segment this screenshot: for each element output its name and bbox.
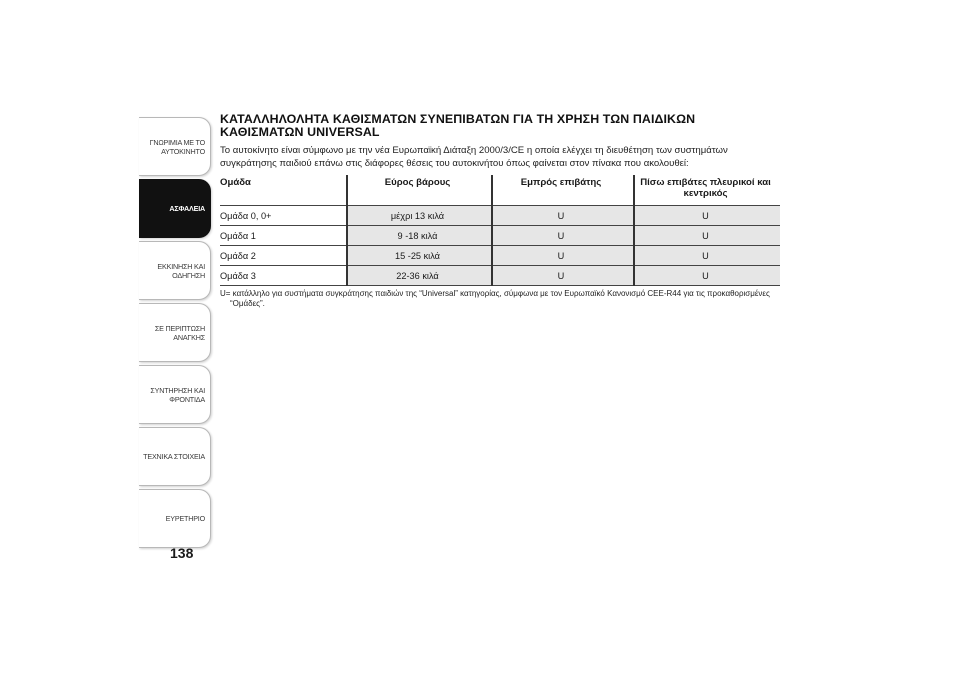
tab-label: ΓΝΩΡΙΜΙΑ ΜΕ ΤΟ ΑΥΤΟΚΙΝΗΤΟ	[149, 137, 205, 156]
tab-maintenance[interactable]	[139, 365, 211, 424]
tab-label: ΕΚΚΙΝΗΣΗ ΚΑΙ ΟΔΗΓΗΣΗ	[157, 261, 205, 280]
cell-weight: 22-36 κιλά	[347, 266, 492, 286]
tab-label: ΣΕ ΠΕΡΙΠΤΩΣΗ ΑΝΑΓΚΗΣ	[154, 323, 205, 342]
cell-rear: U	[634, 246, 780, 266]
footnote-line: U= κατάλληλο για συστήματα συγκράτησης παιδιών της “Universal” κατηγορίας, σύμφωνα με τον Ευρωπαϊκό Κανονισμό CEE-R44 για τις προκαθορισμένες	[220, 289, 770, 298]
cell-front: U	[492, 266, 634, 286]
intro-paragraph: Το αυτοκίνητο είναι σύμφωνο με την νέα Ευρωπαϊκή Διάταξη 2000/3/CE η οποία ελέγχει τη διευθέτηση των συστημάτων συγκράτησης παιδιού επάνω στις διάφορες θέσεις του αυτοκινήτου όπως φαίνεται στον πίνακα που ακολουθεί:	[220, 145, 728, 169]
table-row	[220, 266, 780, 286]
chapter-tabs	[139, 117, 211, 551]
tab-technical-data[interactable]	[139, 427, 211, 486]
cell-rear: U	[634, 266, 780, 286]
cell-rear: U	[634, 226, 780, 246]
cell-group: Ομάδα 3	[220, 266, 347, 286]
cell-group: Ομάδα 0, 0+	[220, 206, 347, 226]
cell-group: Ομάδα 2	[220, 246, 347, 266]
tab-starting-driving[interactable]	[139, 241, 211, 300]
footnote	[220, 289, 780, 308]
table-row	[220, 246, 780, 266]
header-weight-range: Εύρος βάρους	[347, 175, 492, 206]
tab-label: ΤΕΧΝΙΚΑ ΣΤΟΙΧΕΙΑ	[143, 452, 205, 461]
cell-group: Ομάδα 1	[220, 226, 347, 246]
cell-front: U	[492, 246, 634, 266]
child-seat-suitability-table	[220, 175, 780, 286]
page-number: 138	[170, 545, 194, 561]
cell-rear: U	[634, 206, 780, 226]
tab-emergency[interactable]	[139, 303, 211, 362]
table-header-row	[220, 175, 780, 206]
tab-safety[interactable]	[139, 179, 211, 238]
tab-getting-to-know-car[interactable]	[139, 117, 211, 176]
tab-label: ΣΥΝΤΗΡΗΣΗ ΚΑΙ ΦΡΟΝΤΙΔΑ	[150, 385, 205, 404]
table-row	[220, 226, 780, 246]
cell-front: U	[492, 226, 634, 246]
cell-weight: μέχρι 13 κιλά	[347, 206, 492, 226]
table-row	[220, 206, 780, 226]
tab-label: ΑΣΦΑΛΕΙΑ	[169, 204, 205, 213]
main-content	[220, 113, 780, 308]
section-title: ΚΑΤΑΛΛΗΛΟΛΗΤΑ ΚΑΘΙΣΜΑΤΩΝ ΣΥΝΕΠΙΒΑΤΩΝ ΓΙΑ ΤΗ ΧΡΗΣΗ ΤΩΝ ΠΑΙΔΙΚΩΝ ΚΑΘΙΣΜΑΤΩΝ UNIVERSAL	[220, 112, 696, 139]
header-front-passenger: Εμπρός επιβάτης	[492, 175, 634, 206]
cell-weight: 9 -18 κιλά	[347, 226, 492, 246]
tab-label: ΕΥΡΕΤΗΡΙΟ	[165, 514, 205, 523]
header-rear-passengers: Πίσω επιβάτες πλευρικοί και κεντρικός	[634, 175, 780, 206]
cell-weight: 15 -25 κιλά	[347, 246, 492, 266]
tab-index[interactable]	[139, 489, 211, 548]
footnote-line: “Ομάδες”.	[230, 298, 265, 308]
cell-front: U	[492, 206, 634, 226]
header-group: Ομάδα	[220, 175, 347, 206]
